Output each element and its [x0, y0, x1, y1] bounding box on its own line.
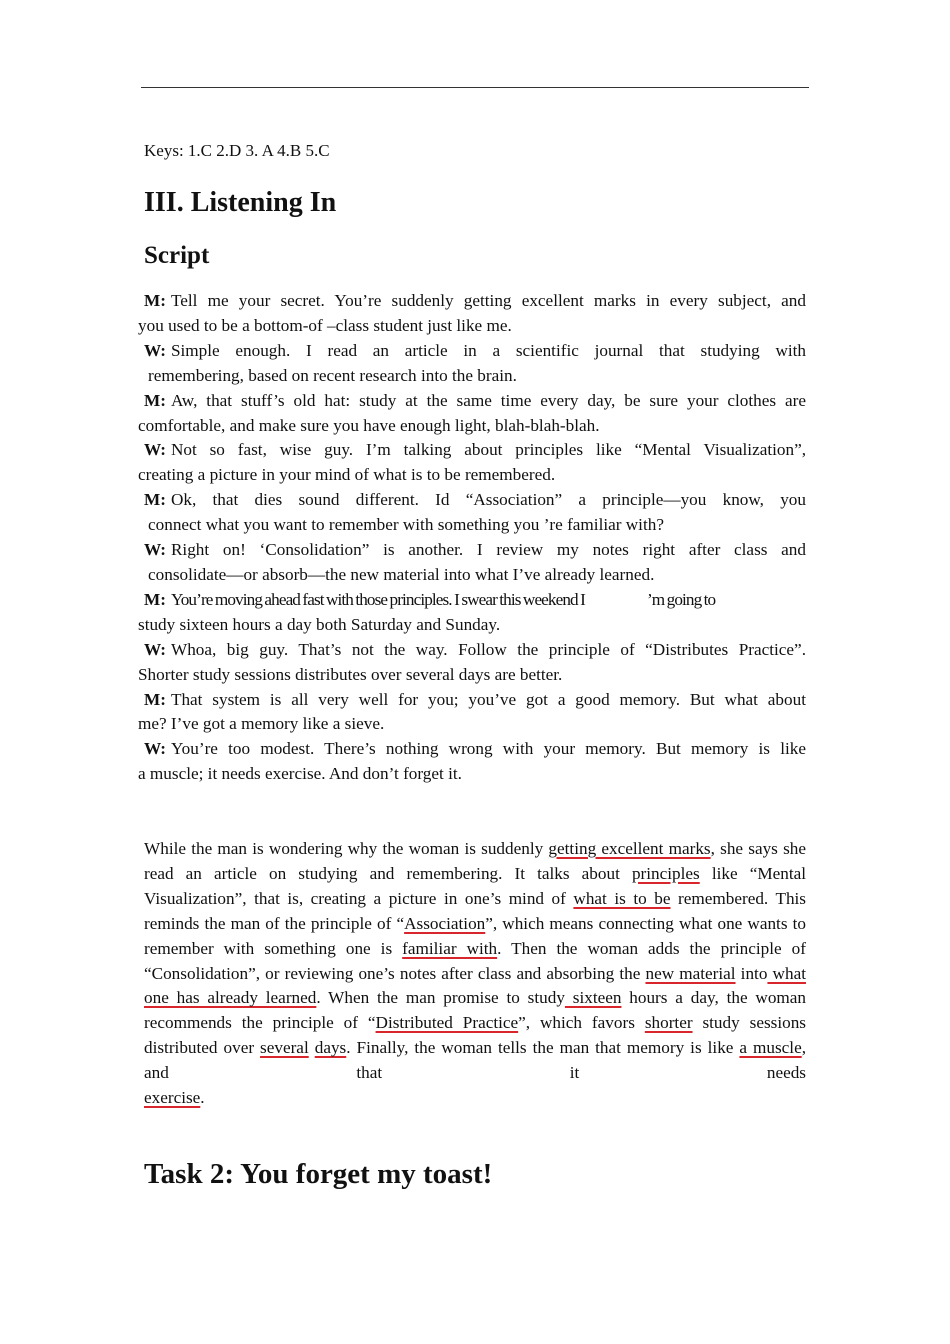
summary-text: like “Mental Visualization”, that is, creating a picture in one’s mind of	[144, 863, 807, 908]
dialogue-line: You’re moving ahead fast with those principles. I swear this weekend I	[170, 589, 585, 609]
summary-text: . Then the woman adds the principle of “Consolidation”, or reviewing one’s notes after class and absorbing the	[144, 938, 806, 983]
speaker-label: W:	[144, 440, 166, 460]
dialogue-line: Shorter study sessions distributes over several days are better.	[138, 664, 563, 684]
answer-keys: Keys: 1.C 2.D 3. A 4.B 5.C	[144, 141, 330, 160]
summary-text: . When the man promise to study	[316, 988, 565, 1008]
dialogue-line: remembering, based on recent research into the brain.	[148, 365, 517, 385]
answer-blank: a muscle	[739, 1038, 802, 1058]
dialogue-line: consolidate—or absorb—the new material into what I’ve already learned.	[148, 564, 655, 584]
dialogue-turn	[144, 289, 806, 314]
summary-text: . Finally, the woman tells the man that memory is like	[346, 1038, 740, 1058]
summary-text: study sessions distributed over	[144, 1013, 806, 1058]
speaker-label: M:	[144, 291, 166, 310]
dialogue-line: connect what you want to remember with something you ’re familiar with?	[148, 515, 664, 535]
answer-blank: what is to be	[573, 888, 671, 908]
answer-blank: new material	[645, 963, 736, 983]
dialogue-turn	[144, 488, 806, 513]
dialogue-line: Ok, that dies sound different. Id “Association” a principle—you know, you	[170, 490, 806, 510]
dialogue-line: Whoa, big guy. That’s not the way. Follow the principle of “Distributes Practice”.	[170, 639, 806, 659]
dialogue-line: you used to be a bottom-of –class student just like me.	[138, 315, 512, 335]
dialogue-line: Simple enough. I read an article in a scientific journal that studying with	[170, 340, 806, 360]
dialogue-turn	[144, 638, 806, 663]
header-rule	[141, 87, 809, 88]
answer-blank: sixteen	[564, 988, 622, 1008]
summary-text: ”, which means connecting what one wants to remember with something one is	[144, 913, 806, 958]
answer-blank: shorter	[644, 1013, 693, 1033]
dialogue-line: creating a picture in your mind of what is to be remembered.	[138, 465, 556, 485]
answer-blank: principles	[631, 863, 700, 883]
dialogue-line: Right on! ‘Consolidation” is another. I review my notes right after class and	[170, 540, 806, 560]
summary-text: into	[735, 963, 768, 983]
summary-paragraph	[144, 837, 806, 1111]
answer-blank: exercise	[144, 1088, 201, 1108]
speaker-label: W:	[144, 739, 166, 759]
summary-text: .	[200, 1088, 205, 1108]
dialogue-line: That system is all very well for you; you’ve got a good memory. But what about	[170, 689, 806, 709]
summary-text: While the man is wondering why the woman is suddenly	[144, 839, 549, 858]
speaker-label: M:	[144, 390, 166, 410]
dialogue-turn	[144, 688, 806, 713]
dialogue-line-fragment: ’m going to	[646, 589, 716, 609]
dialogue	[138, 289, 806, 787]
speaker-label: W:	[144, 540, 166, 560]
answer-blank: getting excellent marks	[548, 839, 711, 858]
answer-blank: what one has already learned	[144, 963, 806, 1008]
speaker-label: W:	[144, 340, 166, 360]
dialogue-turn	[144, 339, 806, 364]
dialogue-turn	[144, 737, 806, 762]
answer-blank: Association	[404, 913, 486, 933]
dialogue-line: comfortable, and make sure you have enough light, blah-blah-blah.	[138, 415, 600, 435]
answer-blank: days	[314, 1038, 347, 1058]
answer-blank: familiar with	[402, 938, 498, 958]
summary-text: ”, which favors	[518, 1013, 645, 1033]
script-heading: Script	[144, 242, 210, 269]
dialogue-line: Not so fast, wise guy. I’m talking about principles like “Mental Visualization”,	[170, 440, 806, 460]
dialogue-line: study sixteen hours a day both Saturday and Sunday.	[138, 614, 501, 634]
dialogue-turn	[144, 438, 806, 463]
dialogue-line: You’re too modest. There’s nothing wrong with your memory. But memory is like	[170, 739, 806, 759]
dialogue-line: Aw, that stuff’s old hat: study at the same time every day, be sure your clothes are	[170, 390, 806, 410]
dialogue-line: Tell me your secret. You’re suddenly getting excellent marks in every subject, and	[170, 291, 806, 310]
summary-text: hours a day, the woman recommends the principle of “	[144, 988, 807, 1033]
dialogue-turn	[144, 389, 806, 414]
answer-blank: Distributed Practice	[375, 1013, 519, 1033]
dialogue-turn	[144, 538, 806, 563]
answer-blank: several	[260, 1038, 309, 1058]
speaker-label: M:	[144, 490, 166, 510]
speaker-label: W:	[144, 639, 166, 659]
speaker-label: M:	[144, 689, 166, 709]
dialogue-line: a muscle; it needs exercise. And don’t forget it.	[138, 764, 462, 784]
summary-text: remembered. This reminds the man of the principle of “	[144, 888, 806, 933]
speaker-label: M:	[144, 589, 166, 609]
dialogue-line: me? I’ve got a memory like a sieve.	[138, 714, 385, 734]
section-heading: III. Listening In	[144, 187, 337, 218]
task-heading: Task 2: You forget my toast!	[144, 1158, 493, 1190]
summary-text: , and that it needs	[144, 1038, 807, 1083]
summary-text: , she says she read an article on studying and remembering. It talks about	[144, 839, 806, 883]
dialogue-turn	[144, 588, 806, 613]
